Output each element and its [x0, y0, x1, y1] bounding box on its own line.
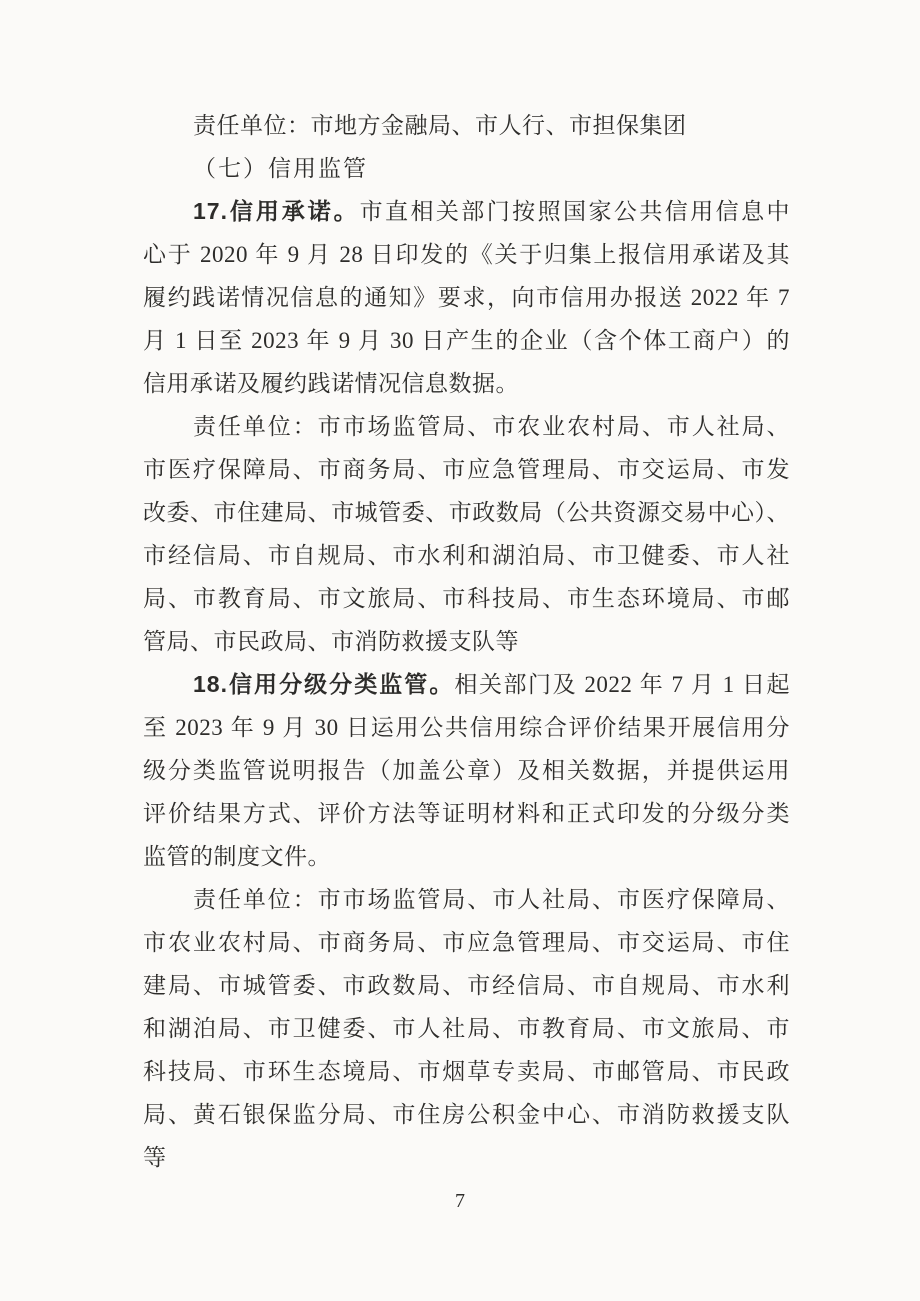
text-line: 市农业农村局、市商务局、市应急管理局、市交运局、市住: [143, 930, 790, 955]
page-number: 7: [455, 1190, 465, 1212]
text-line: 管局、市民政局、市消防救援支队等: [143, 629, 519, 654]
text-line: 市经信局、市自规局、市水利和湖泊局、市卫健委、市人社: [143, 543, 790, 568]
text-line: 改委、市住建局、市城管委、市政数局（公共资源交易中心）、: [143, 500, 790, 525]
text-line: 至 2023 年 9 月 30 日运用公共信用综合评价结果开展信用分: [143, 715, 790, 740]
text-line: 局、市教育局、市文旅局、市科技局、市生态环境局、市邮: [143, 586, 790, 611]
text-line: 等: [143, 1145, 167, 1170]
text-line: 级分类监管说明报告（加盖公章）及相关数据，并提供运用: [143, 758, 790, 783]
text-line: 月 1 日至 2023 年 9 月 30 日产生的企业（含个体工商户）的: [143, 328, 790, 353]
text-line: 责任单位：市市场监管局、市农业农村局、市人社局、: [193, 414, 790, 439]
section-heading: （七）信用监管: [193, 156, 368, 181]
text-line: 监管的制度文件。: [143, 844, 331, 869]
text-line: 责任单位：市市场监管局、市人社局、市医疗保障局、: [193, 887, 790, 912]
text-line: 和湖泊局、市卫健委、市人社局、市教育局、市文旅局、市: [143, 1016, 790, 1041]
item-number-title: 18.信用分级分类监管。: [193, 671, 455, 697]
text-line: 信用承诺及履约践诺情况信息数据。: [143, 371, 519, 396]
document-body: [143, 104, 790, 1179]
item-number-title: 17.信用承诺。: [193, 198, 360, 224]
text-line: 17.信用承诺。市直相关部门按照国家公共信用信息中: [193, 198, 790, 224]
text-line: 市医疗保障局、市商务局、市应急管理局、市交运局、市发: [143, 457, 790, 482]
text-line: 局、黄石银保监分局、市住房公积金中心、市消防救援支队: [143, 1102, 790, 1127]
text-line: 评价结果方式、评价方法等证明材料和正式印发的分级分类: [143, 801, 790, 826]
text-line: 履约践诺情况信息的通知》要求，向市信用办报送 2022 年 7: [143, 285, 790, 310]
text-line: 科技局、市环生态境局、市烟草专卖局、市邮管局、市民政: [143, 1059, 790, 1084]
text-line: 18.信用分级分类监管。相关部门及 2022 年 7 月 1 日起: [193, 671, 790, 697]
text-line: 建局、市城管委、市政数局、市经信局、市自规局、市水利: [143, 973, 790, 998]
text-line: 心于 2020 年 9 月 28 日印发的《关于归集上报信用承诺及其: [143, 242, 790, 267]
text-line: 责任单位：市地方金融局、市人行、市担保集团: [193, 113, 687, 138]
